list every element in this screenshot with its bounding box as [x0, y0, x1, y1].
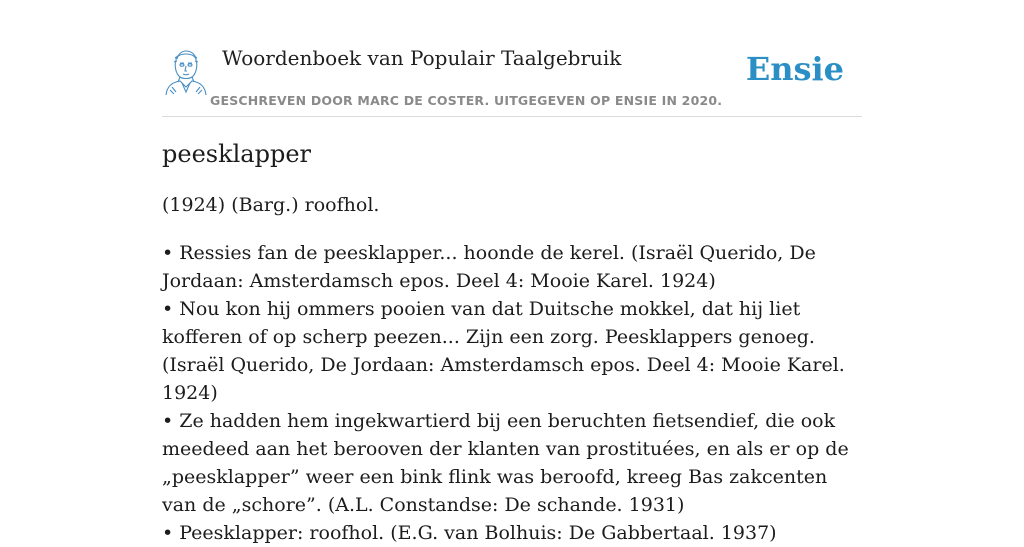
quote-item: • Ressies fan de peesklapper... hoonde de kerel. (Israël Querido, De Jordaan: Amsterdamsch epos. Deel 4: Mooie Karel. 1924)	[162, 242, 816, 292]
entry-title: peesklapper	[162, 140, 312, 168]
entry-definition: (1924) (Barg.) roofhol.	[162, 194, 380, 216]
ensie-logo-link[interactable]: Ensie	[745, 50, 844, 88]
quote-item: • Ze hadden hem ingekwartierd bij een beruchten fietsendief, die ook meedeed aan het berooven der klanten van prostituées, en als er op de „peesklapper” weer een bink flink was beroofd, kreeg Bas zakcenten van de „schore”. (A.L. Constandse: De schande. 1931)	[162, 410, 849, 516]
author-byline: GESCHREVEN DOOR MARC DE COSTER. UITGEGEVEN OP ENSIE IN 2020.	[210, 93, 723, 108]
quote-item: • Peesklapper: roofhol. (E.G. van Bolhuis: De Gabbertaal. 1937)	[162, 522, 777, 544]
site-header	[162, 40, 862, 117]
book-title[interactable]: Woordenboek van Populair Taalgebruik	[222, 46, 622, 70]
quote-list	[162, 239, 862, 547]
author-portrait-icon	[162, 46, 210, 96]
quote-item: • Nou kon hij ommers pooien van dat Duitsche mokkel, dat hij liet kofferen of op scherp peezen... Zijn een zorg. Peesklappers genoeg. (Israël Querido, De Jordaan: Amsterdamsch epos. Deel 4: Mooie Karel. 1924)	[162, 298, 845, 404]
